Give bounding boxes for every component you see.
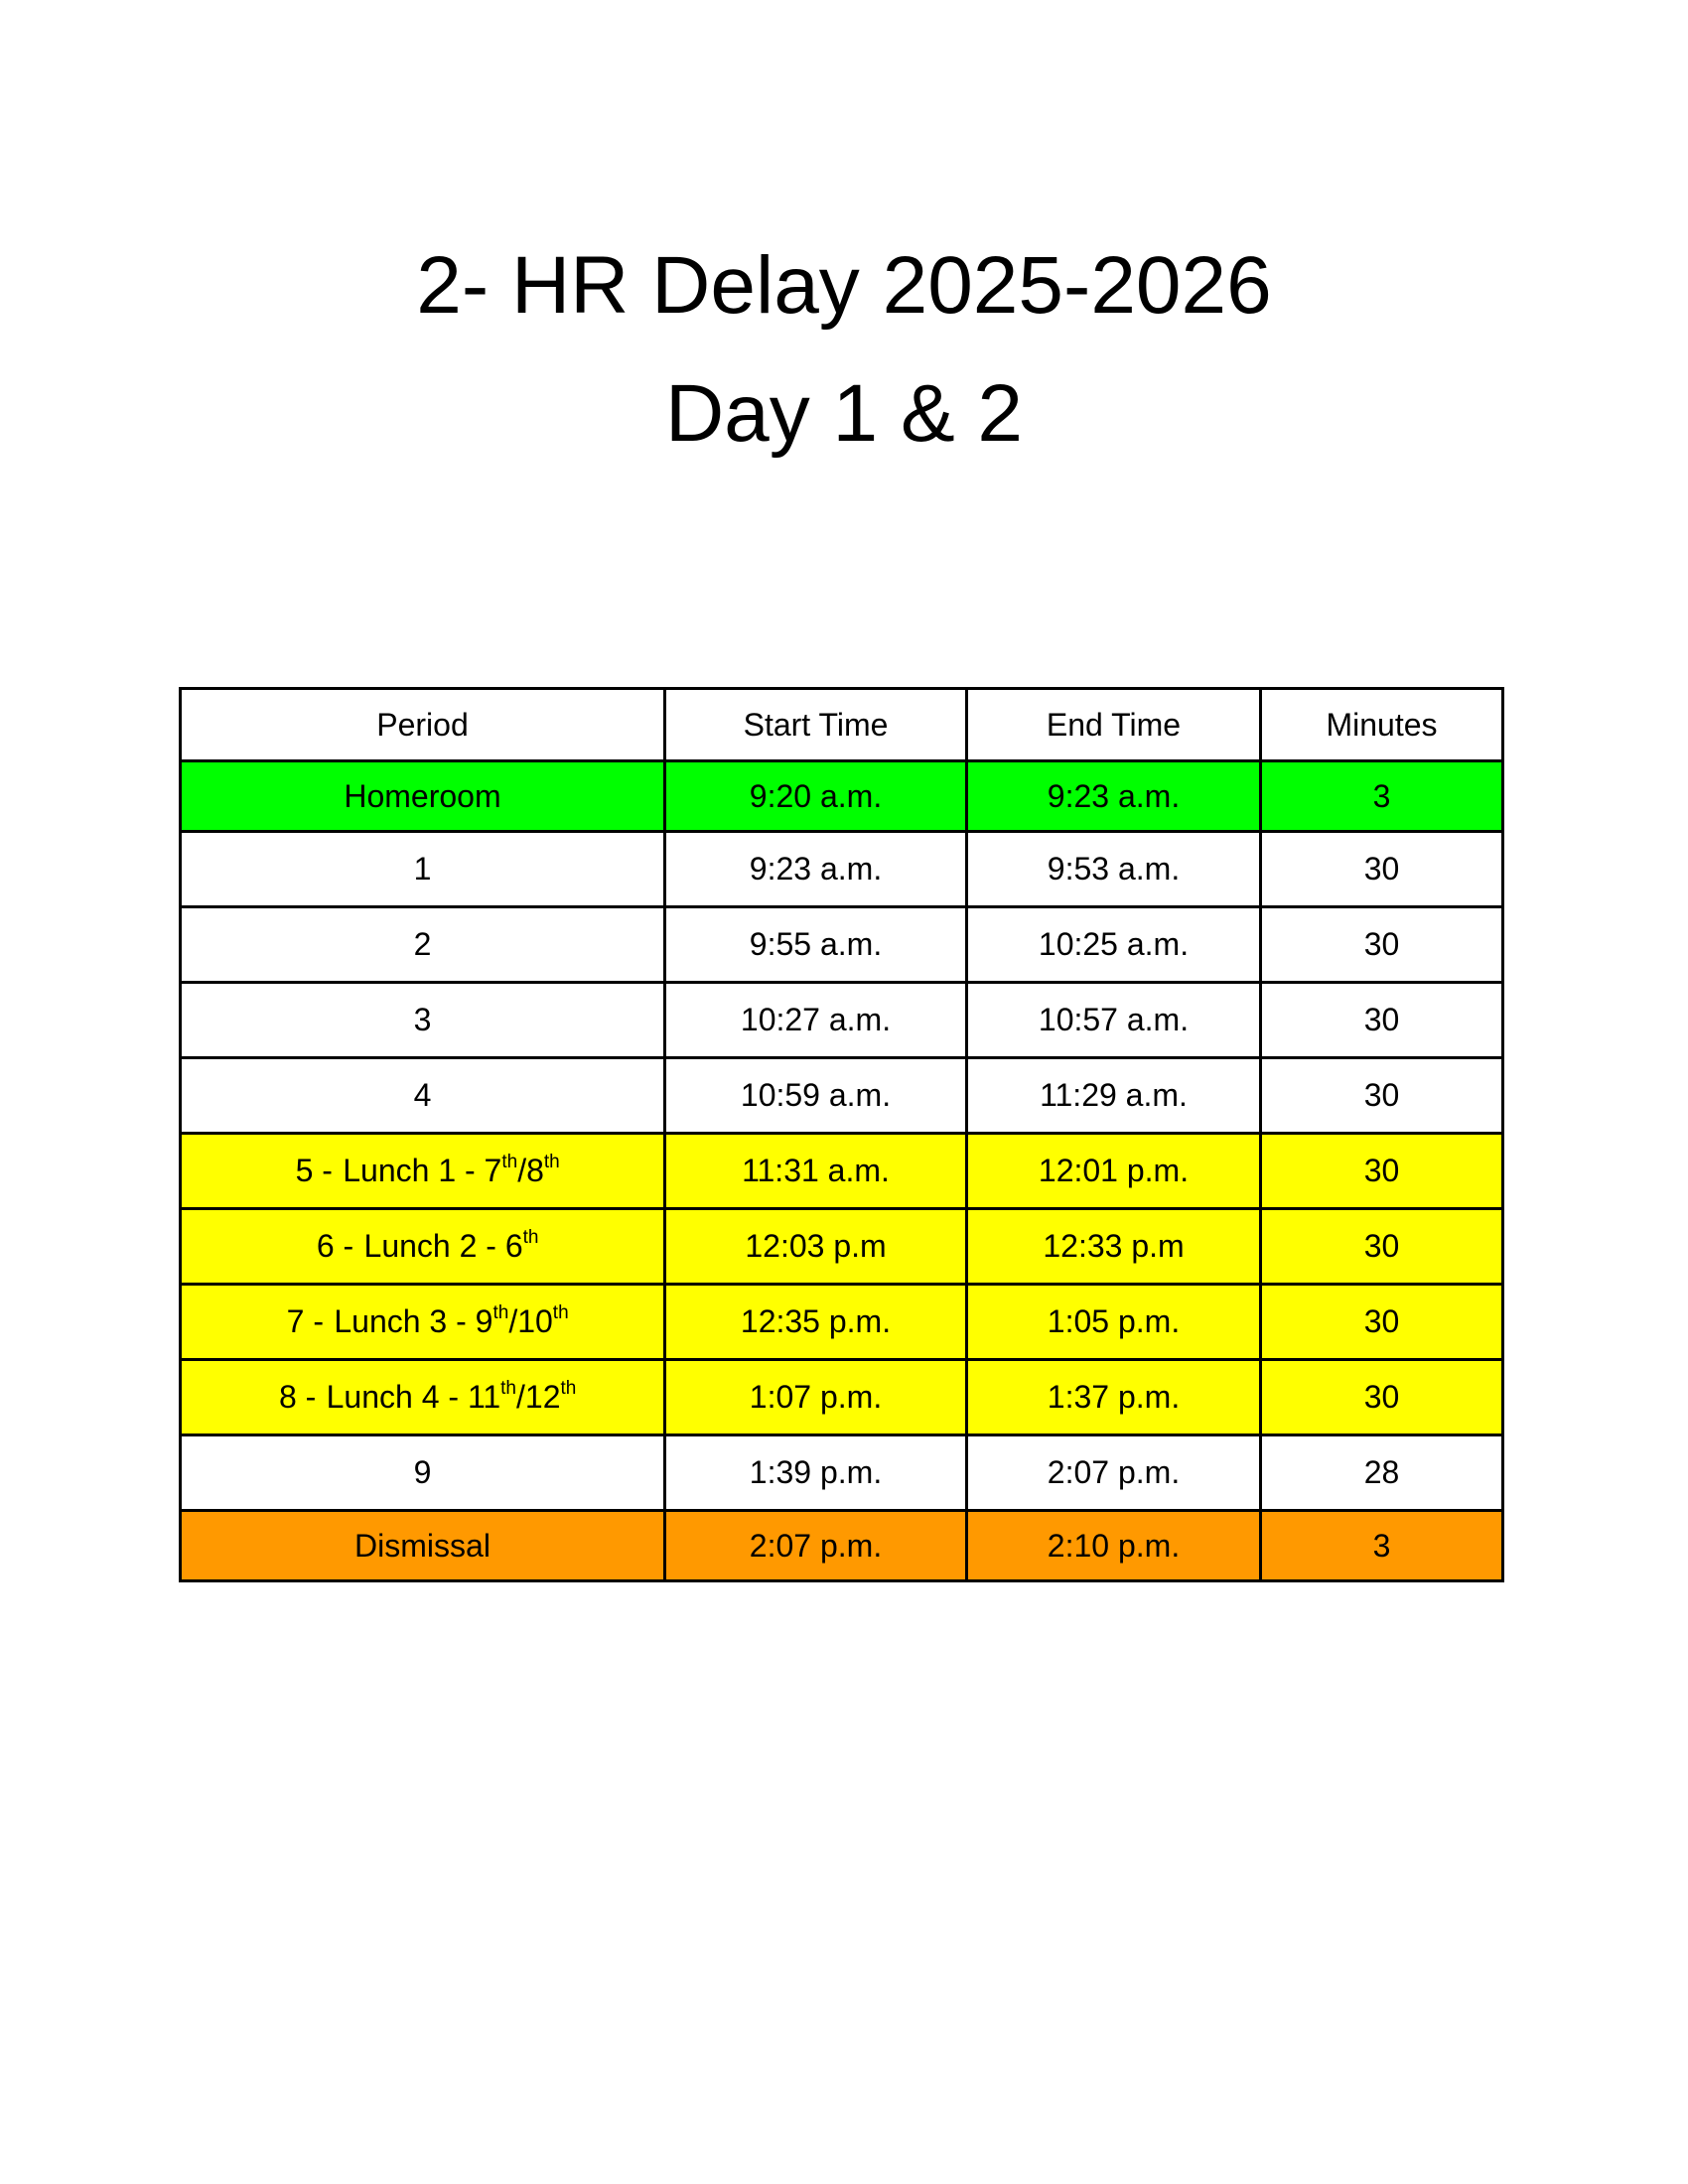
period-cell: Homeroom (181, 761, 665, 832)
end-time-cell: 12:01 p.m. (967, 1134, 1261, 1209)
minutes-cell: 30 (1261, 1134, 1503, 1209)
grade-number: 9 (475, 1303, 493, 1339)
grade-separator: / (517, 1153, 527, 1188)
period-cell: 2 (181, 907, 665, 983)
end-time-cell: 2:10 p.m. (967, 1511, 1261, 1581)
period-cell (181, 1285, 665, 1360)
table-row-period-6-lunch-2 (181, 1209, 1503, 1285)
start-time-cell: 1:39 p.m. (665, 1435, 967, 1511)
minutes-cell: 30 (1261, 983, 1503, 1058)
period-cell: 3 (181, 983, 665, 1058)
end-time-cell: 10:25 a.m. (967, 907, 1261, 983)
start-time-cell: 10:59 a.m. (665, 1058, 967, 1134)
table-row-period-5-lunch-1 (181, 1134, 1503, 1209)
start-time-cell: 1:07 p.m. (665, 1360, 967, 1435)
period-cell: 4 (181, 1058, 665, 1134)
grade-number: 12 (524, 1379, 561, 1415)
grade-suffix: th (501, 1152, 518, 1172)
end-time-cell: 12:33 p.m (967, 1209, 1261, 1285)
table-row-period-1 (181, 832, 1503, 907)
grade-separator: / (508, 1303, 518, 1339)
start-time-cell: 2:07 p.m. (665, 1511, 967, 1581)
period-cell (181, 1360, 665, 1435)
start-time-cell: 9:20 a.m. (665, 761, 967, 832)
lunch-label: Lunch 1 - (343, 1153, 476, 1188)
table-row-homeroom (181, 761, 1503, 832)
end-time-cell: 1:37 p.m. (967, 1360, 1261, 1435)
table-row-period-8-lunch-4 (181, 1360, 1503, 1435)
start-time-cell: 12:35 p.m. (665, 1285, 967, 1360)
table-row-period-7-lunch-3 (181, 1285, 1503, 1360)
end-time-cell: 9:23 a.m. (967, 761, 1261, 832)
period-cell (181, 1134, 665, 1209)
period-cell: 1 (181, 832, 665, 907)
grade-number: 6 (504, 1228, 523, 1264)
lunch-label: Lunch 3 - (334, 1303, 467, 1339)
table-header-row (181, 689, 1503, 761)
end-time-cell: 9:53 a.m. (967, 832, 1261, 907)
grade-suffix: th (522, 1227, 539, 1248)
end-time-cell: 10:57 a.m. (967, 983, 1261, 1058)
table-row-dismissal (181, 1511, 1503, 1581)
start-time-cell: 9:23 a.m. (665, 832, 967, 907)
period-number: 8 - (278, 1379, 317, 1415)
lunch-label: Lunch 4 - (326, 1379, 460, 1415)
start-time-cell: 9:55 a.m. (665, 907, 967, 983)
period-number: 6 - (316, 1228, 354, 1264)
period-cell: Dismissal (181, 1511, 665, 1581)
column-header-start-time: Start Time (665, 689, 967, 761)
column-header-minutes: Minutes (1261, 689, 1503, 761)
minutes-cell: 3 (1261, 1511, 1503, 1581)
page-title: 2- HR Delay 2025-2026 (416, 240, 1272, 331)
minutes-cell: 30 (1261, 1285, 1503, 1360)
minutes-cell: 30 (1261, 1058, 1503, 1134)
grade-number: 8 (526, 1153, 544, 1188)
start-time-cell: 11:31 a.m. (665, 1134, 967, 1209)
start-time-cell: 10:27 a.m. (665, 983, 967, 1058)
minutes-cell: 30 (1261, 1360, 1503, 1435)
column-header-end-time: End Time (967, 689, 1261, 761)
minutes-cell: 3 (1261, 761, 1503, 832)
grade-suffix: th (500, 1378, 517, 1399)
period-number: 5 - (295, 1153, 333, 1188)
page-subtitle: Day 1 & 2 (664, 368, 1024, 459)
grade-number: 10 (517, 1303, 553, 1339)
end-time-cell: 1:05 p.m. (967, 1285, 1261, 1360)
table-row-period-4 (181, 1058, 1503, 1134)
schedule-table (179, 687, 1504, 1582)
grade-number: 7 (484, 1153, 502, 1188)
grade-suffix: th (560, 1378, 577, 1399)
end-time-cell: 11:29 a.m. (967, 1058, 1261, 1134)
period-cell: 9 (181, 1435, 665, 1511)
grade-suffix: th (552, 1302, 569, 1323)
end-time-cell: 2:07 p.m. (967, 1435, 1261, 1511)
grade-suffix: th (543, 1152, 560, 1172)
grade-separator: / (516, 1379, 525, 1415)
minutes-cell: 28 (1261, 1435, 1503, 1511)
minutes-cell: 30 (1261, 1209, 1503, 1285)
minutes-cell: 30 (1261, 907, 1503, 983)
minutes-cell: 30 (1261, 832, 1503, 907)
start-time-cell: 12:03 p.m (665, 1209, 967, 1285)
table-row-period-2 (181, 907, 1503, 983)
grade-suffix: th (492, 1302, 509, 1323)
table-row-period-9 (181, 1435, 1503, 1511)
lunch-label: Lunch 2 - (363, 1228, 496, 1264)
grade-number: 11 (467, 1379, 501, 1415)
period-number: 7 - (286, 1303, 325, 1339)
table-row-period-3 (181, 983, 1503, 1058)
column-header-period: Period (181, 689, 665, 761)
period-cell (181, 1209, 665, 1285)
